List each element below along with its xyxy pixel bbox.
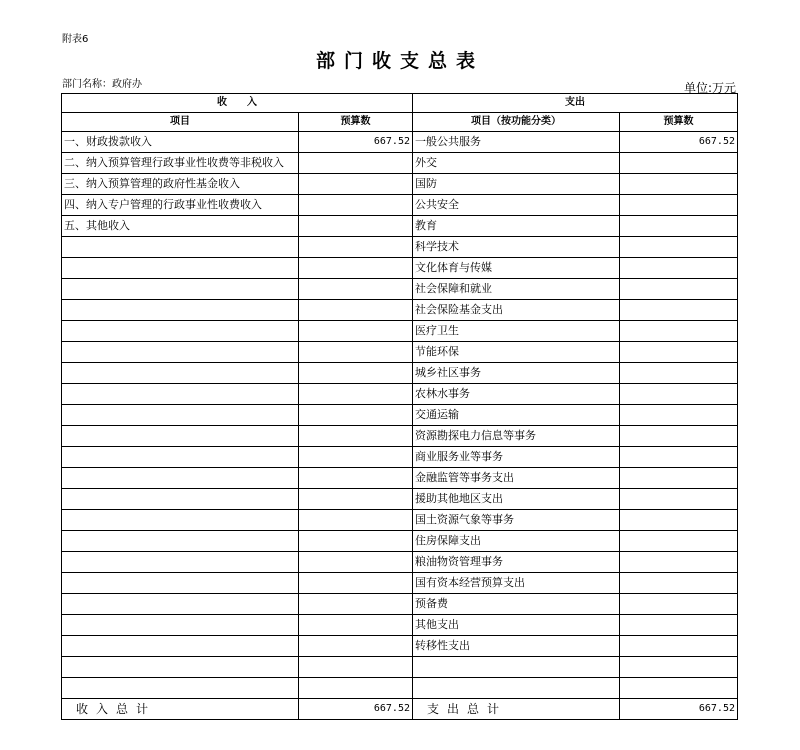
income-budget-header: 预算数 <box>299 113 413 132</box>
income-budget-cell <box>299 489 413 510</box>
table-row <box>62 426 738 447</box>
income-budget-cell <box>299 678 413 699</box>
expense-total-label: 支出总计 <box>413 699 620 720</box>
income-budget-cell <box>299 531 413 552</box>
income-item-cell <box>62 279 299 300</box>
expense-budget-cell <box>620 531 738 552</box>
income-total-value: 667.52 <box>299 699 413 720</box>
income-budget-cell: 667.52 <box>299 132 413 153</box>
income-budget-cell <box>299 216 413 237</box>
income-budget-cell <box>299 279 413 300</box>
income-item-cell <box>62 300 299 321</box>
income-budget-cell <box>299 552 413 573</box>
department-name: 部门名称：政府办 <box>62 79 142 90</box>
expense-item-cell: 住房保障支出 <box>413 531 620 552</box>
income-budget-cell <box>299 573 413 594</box>
expense-item-cell <box>413 678 620 699</box>
expense-budget-header: 预算数 <box>620 113 738 132</box>
income-item-cell <box>62 468 299 489</box>
income-budget-cell <box>299 510 413 531</box>
income-item-cell <box>62 237 299 258</box>
expense-item-cell: 交通运输 <box>413 405 620 426</box>
table-row <box>62 258 738 279</box>
expense-item-cell: 公共安全 <box>413 195 620 216</box>
table-row <box>62 447 738 468</box>
income-item-cell <box>62 447 299 468</box>
income-budget-cell <box>299 195 413 216</box>
expense-budget-cell <box>620 153 738 174</box>
expense-budget-cell <box>620 363 738 384</box>
income-item-header: 项目 <box>62 113 299 132</box>
expense-budget-cell <box>620 447 738 468</box>
expense-item-cell: 社会保障和就业 <box>413 279 620 300</box>
income-item-cell: 二、纳入预算管理行政事业性收费等非税收入 <box>62 153 299 174</box>
income-item-cell <box>62 510 299 531</box>
expense-budget-cell <box>620 321 738 342</box>
expense-budget-cell <box>620 636 738 657</box>
table-row <box>62 552 738 573</box>
income-item-cell <box>62 657 299 678</box>
table-row <box>62 615 738 636</box>
table-row <box>62 405 738 426</box>
income-budget-cell <box>299 405 413 426</box>
income-item-cell <box>62 426 299 447</box>
expense-budget-cell: 667.52 <box>620 132 738 153</box>
income-budget-cell <box>299 615 413 636</box>
table-row <box>62 678 738 699</box>
expense-item-cell: 粮油物资管理事务 <box>413 552 620 573</box>
expense-budget-cell <box>620 300 738 321</box>
expense-item-cell: 国有资本经营预算支出 <box>413 573 620 594</box>
income-item-cell <box>62 384 299 405</box>
income-budget-cell <box>299 153 413 174</box>
expense-item-cell: 预备费 <box>413 594 620 615</box>
income-item-cell: 四、纳入专户管理的行政事业性收费收入 <box>62 195 299 216</box>
expense-item-header: 项目（按功能分类） <box>413 113 620 132</box>
table-body <box>62 132 738 699</box>
expense-item-cell <box>413 657 620 678</box>
expense-item-cell: 国土资源气象等事务 <box>413 510 620 531</box>
income-item-cell: 一、财政拨款收入 <box>62 132 299 153</box>
expense-budget-cell <box>620 258 738 279</box>
expense-budget-cell <box>620 573 738 594</box>
expense-item-cell: 援助其他地区支出 <box>413 489 620 510</box>
expense-budget-cell <box>620 678 738 699</box>
table-row <box>62 489 738 510</box>
expense-item-cell: 农林水事务 <box>413 384 620 405</box>
income-budget-cell <box>299 657 413 678</box>
income-budget-cell <box>299 174 413 195</box>
income-group-header: 收 入 <box>62 94 413 113</box>
expense-budget-cell <box>620 195 738 216</box>
income-item-cell <box>62 552 299 573</box>
table-row <box>62 657 738 678</box>
expense-budget-cell <box>620 468 738 489</box>
expense-budget-cell <box>620 552 738 573</box>
table-row <box>62 594 738 615</box>
table-row <box>62 321 738 342</box>
income-budget-cell <box>299 468 413 489</box>
table-row <box>62 636 738 657</box>
table-note: 附表6 <box>62 34 89 45</box>
table-row <box>62 237 738 258</box>
income-item-cell <box>62 258 299 279</box>
income-budget-cell <box>299 363 413 384</box>
expense-budget-cell <box>620 510 738 531</box>
income-budget-cell <box>299 321 413 342</box>
expense-item-cell: 一般公共服务 <box>413 132 620 153</box>
expense-budget-cell <box>620 216 738 237</box>
income-budget-cell <box>299 300 413 321</box>
income-item-cell <box>62 573 299 594</box>
table-row <box>62 363 738 384</box>
income-budget-cell <box>299 426 413 447</box>
table-row <box>62 573 738 594</box>
income-item-cell <box>62 321 299 342</box>
income-budget-cell <box>299 594 413 615</box>
income-budget-cell <box>299 636 413 657</box>
expense-item-cell: 金融监管等事务支出 <box>413 468 620 489</box>
income-total-label: 收入总计 <box>62 699 299 720</box>
expense-item-cell: 社会保险基金支出 <box>413 300 620 321</box>
income-item-cell: 三、纳入预算管理的政府性基金收入 <box>62 174 299 195</box>
table-row <box>62 132 738 153</box>
table-row <box>62 531 738 552</box>
expense-budget-cell <box>620 279 738 300</box>
table-row <box>62 279 738 300</box>
expense-item-cell: 节能环保 <box>413 342 620 363</box>
income-item-cell <box>62 678 299 699</box>
expense-group-header: 支出 <box>413 94 738 113</box>
expense-budget-cell <box>620 615 738 636</box>
expense-budget-cell <box>620 489 738 510</box>
table-row <box>62 174 738 195</box>
expense-item-cell: 国防 <box>413 174 620 195</box>
expense-budget-cell <box>620 426 738 447</box>
budget-table <box>61 93 738 720</box>
page-title: 部门收支总表 <box>315 50 484 72</box>
income-item-cell <box>62 489 299 510</box>
income-budget-cell <box>299 342 413 363</box>
expense-total-value: 667.52 <box>620 699 738 720</box>
income-item-cell <box>62 405 299 426</box>
table-row <box>62 216 738 237</box>
table-row <box>62 300 738 321</box>
expense-budget-cell <box>620 384 738 405</box>
table-row <box>62 468 738 489</box>
unit-label: 单位:万元 <box>683 81 736 95</box>
expense-budget-cell <box>620 237 738 258</box>
income-item-cell <box>62 531 299 552</box>
expense-item-cell: 转移性支出 <box>413 636 620 657</box>
expense-item-cell: 其他支出 <box>413 615 620 636</box>
expense-budget-cell <box>620 657 738 678</box>
table-row <box>62 153 738 174</box>
expense-item-cell: 外交 <box>413 153 620 174</box>
income-item-cell <box>62 594 299 615</box>
expense-item-cell: 科学技术 <box>413 237 620 258</box>
expense-item-cell: 城乡社区事务 <box>413 363 620 384</box>
income-item-cell <box>62 615 299 636</box>
expense-item-cell: 教育 <box>413 216 620 237</box>
table-row <box>62 195 738 216</box>
table-row <box>62 384 738 405</box>
income-budget-cell <box>299 258 413 279</box>
expense-budget-cell <box>620 174 738 195</box>
expense-budget-cell <box>620 405 738 426</box>
table-row <box>62 342 738 363</box>
expense-item-cell: 商业服务业等事务 <box>413 447 620 468</box>
income-item-cell <box>62 363 299 384</box>
income-item-cell <box>62 342 299 363</box>
expense-item-cell: 文化体育与传媒 <box>413 258 620 279</box>
income-item-cell <box>62 636 299 657</box>
expense-item-cell: 资源勘探电力信息等事务 <box>413 426 620 447</box>
table-row <box>62 510 738 531</box>
expense-budget-cell <box>620 594 738 615</box>
expense-budget-cell <box>620 342 738 363</box>
expense-item-cell: 医疗卫生 <box>413 321 620 342</box>
income-budget-cell <box>299 384 413 405</box>
income-item-cell: 五、其他收入 <box>62 216 299 237</box>
income-budget-cell <box>299 237 413 258</box>
income-budget-cell <box>299 447 413 468</box>
